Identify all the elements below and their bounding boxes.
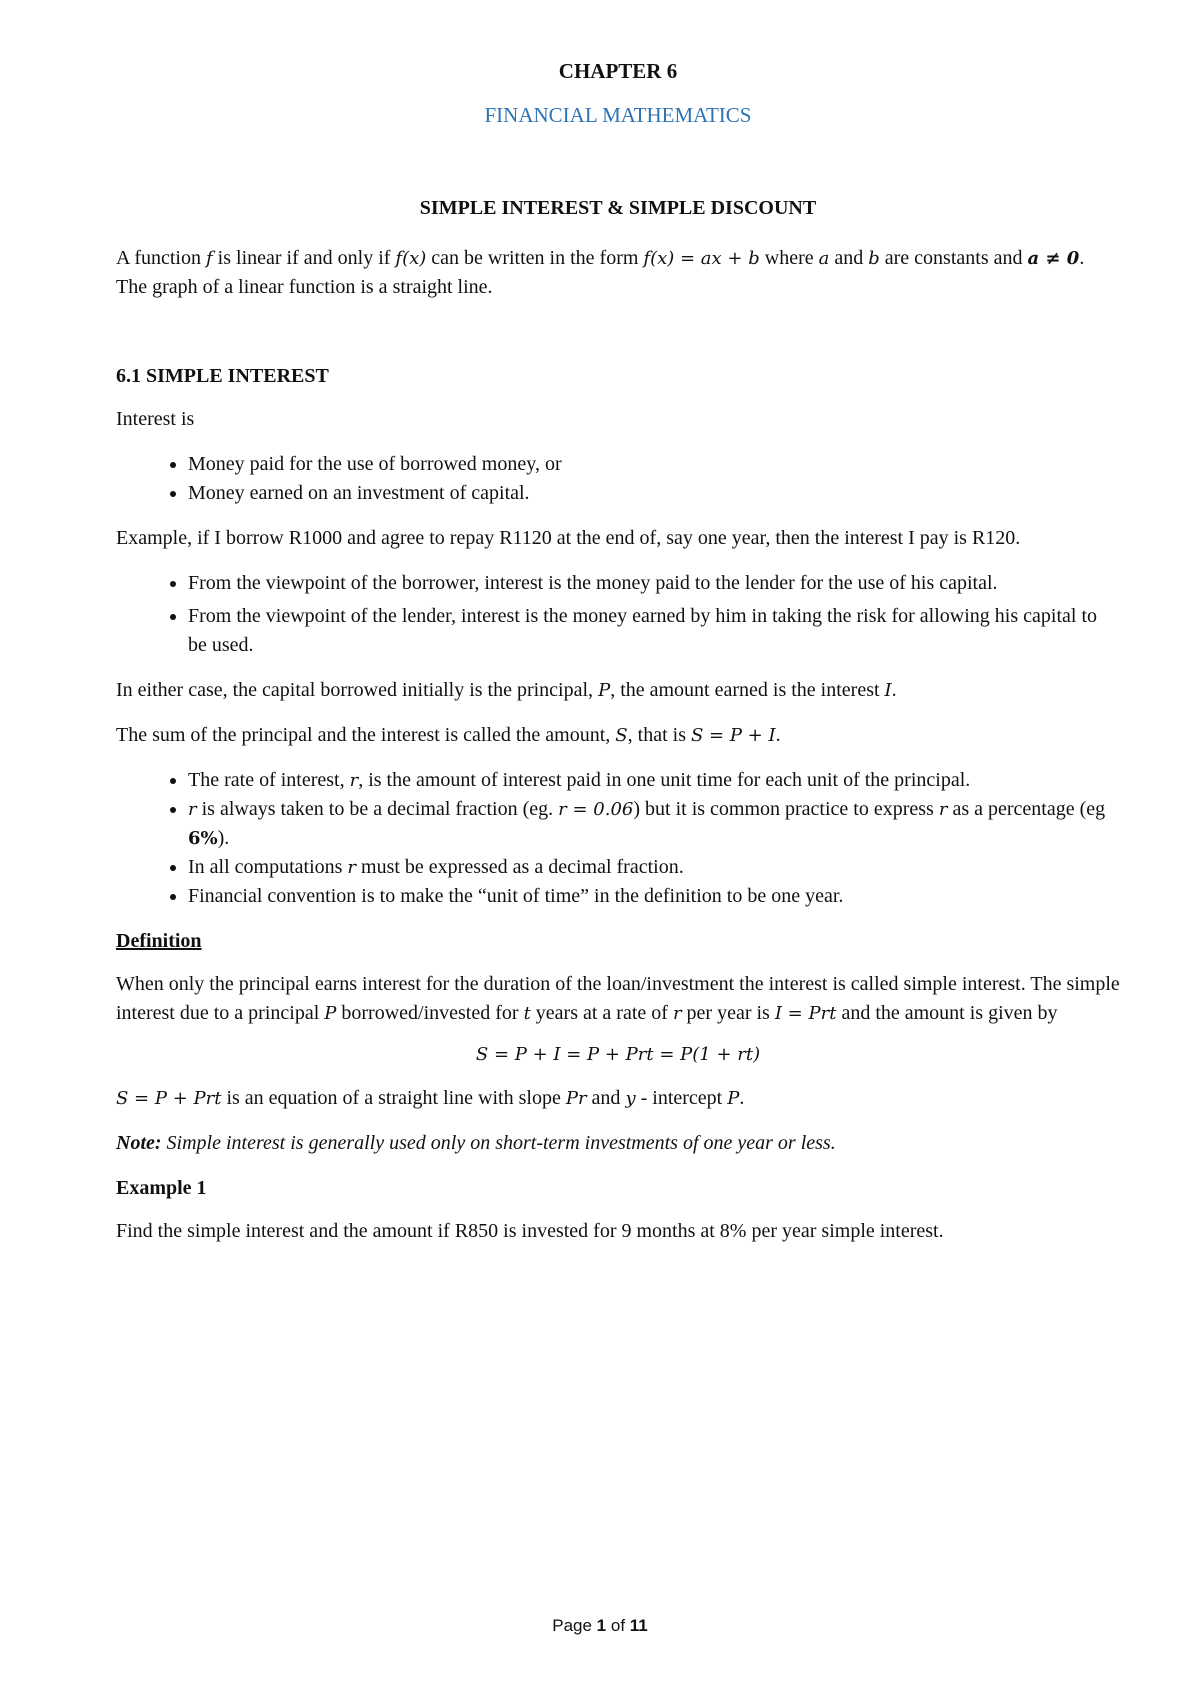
viewpoint-bullet-list <box>116 569 1120 660</box>
text: - intercept <box>635 1087 728 1110</box>
page-footer <box>0 1614 1200 1639</box>
math-S: S <box>615 725 628 746</box>
text: . <box>739 1087 745 1110</box>
math-r: r <box>938 799 948 820</box>
text: borrowed/invested for <box>336 1002 524 1024</box>
intro-text: are constants and <box>879 247 1028 269</box>
text: must be expressed as a decimal fraction. <box>356 856 684 878</box>
math-a-neq-0: a ≠ 0 <box>1027 248 1080 269</box>
example-1-heading: Example 1 <box>116 1177 207 1200</box>
math-S-eq: S = P + I <box>690 725 776 746</box>
text: , the amount earned is the interest <box>610 679 885 701</box>
math-intercept: P <box>727 1088 740 1110</box>
text: , that is <box>627 724 691 746</box>
list-item <box>188 795 1120 853</box>
list-item: • Financial convention is to make the “unit of time” in the definition to be one year. <box>188 882 1120 911</box>
list-item: • Money earned on an investment of capital. <box>188 479 1120 508</box>
intro-paragraph <box>116 244 1120 302</box>
text: , is the amount of interest paid in one unit time for each unit of the principal. <box>358 769 971 791</box>
text: years at a rate of <box>530 1002 673 1024</box>
math-fx: f(x) <box>395 248 427 269</box>
chapter-title: CHAPTER 6 <box>558 59 678 83</box>
sum-paragraph <box>116 721 1120 750</box>
math-r: r <box>672 1003 682 1024</box>
text: per year is <box>681 1002 775 1024</box>
either-case-paragraph <box>116 676 1120 705</box>
list-item: • From the viewpoint of the borrower, interest is the money paid to the lender for the use of his capital. <box>188 569 1120 598</box>
math-r: r <box>188 799 197 820</box>
section-title: SIMPLE INTEREST & SIMPLE DISCOUNT <box>419 197 817 219</box>
rate-bullet-list <box>116 766 1120 911</box>
math-r-eq: r = 0.06 <box>558 799 634 820</box>
math-pct: 6% <box>188 828 218 849</box>
math-P: P <box>324 1003 337 1024</box>
body-flow <box>116 244 1120 1262</box>
math-a: a <box>818 248 830 269</box>
math-t: t <box>523 1003 531 1024</box>
math-slope: Pr <box>565 1088 587 1110</box>
text: and the amount is given by <box>836 1002 1058 1024</box>
intro-text: A function <box>116 247 206 269</box>
math-r: r <box>347 857 357 878</box>
note-paragraph <box>116 1129 1120 1158</box>
list-item: • From the viewpoint of the lender, interest is the money earned by him in taking the risk for allowing his capital to be used. <box>188 602 1120 660</box>
interest-bullet-list <box>116 450 1120 508</box>
text: ) but it is common practice to express <box>633 798 939 820</box>
straight-line-paragraph <box>116 1084 1120 1113</box>
math-line-eq: S = P + Prt <box>116 1088 222 1110</box>
note-text: Simple interest is generally used only on short-term investments of one year or less. <box>161 1132 836 1155</box>
text: and <box>586 1087 626 1110</box>
list-item <box>188 766 1120 795</box>
definition-paragraph <box>116 970 1120 1028</box>
footer-text: Page <box>552 1616 597 1635</box>
text: as a percentage (eg <box>947 798 1106 820</box>
text: The rate of interest, <box>188 769 350 791</box>
text: In all computations <box>188 856 348 878</box>
math-y: y <box>625 1088 636 1110</box>
math-r: r <box>349 770 359 791</box>
math-I: I <box>884 680 892 701</box>
text: When only the principal earns interest for the duration of the loan/investment the interest is called simple interest. The simple interest due to a principal <box>116 973 1120 1024</box>
list-item: • Money paid for the use of borrowed money, or <box>188 450 1120 479</box>
intro-text: is linear if and only if <box>212 247 396 269</box>
example-1-text: Find the simple interest and the amount if R850 is invested for 9 months at 8% per year simple interest. <box>116 1220 944 1243</box>
text: ). <box>217 827 230 849</box>
intro-text: can be written in the form <box>426 247 644 269</box>
section-61-heading: 6.1 SIMPLE INTEREST <box>116 365 329 387</box>
text: is always taken to be a decimal fraction (eg. <box>196 798 559 820</box>
interest-is-text: Interest is <box>116 408 195 430</box>
chapter-subtitle: FINANCIAL MATHEMATICS <box>484 103 752 127</box>
intro-text: where <box>759 247 819 269</box>
text: In either case, the capital borrowed initially is the principal, <box>116 679 599 701</box>
math-f: f <box>206 248 213 269</box>
intro-text: . The graph of a linear function is a straight line. <box>116 247 1085 298</box>
simple-interest-equation: S = P + I = P + Prt = P(1 + rt) <box>475 1044 761 1065</box>
definition-heading: Definition <box>116 930 202 952</box>
footer-text: of <box>606 1616 630 1635</box>
math-I-eq: I = Prt <box>774 1003 837 1024</box>
text: The sum of the principal and the interest is called the amount, <box>116 724 616 746</box>
page-total: 11 <box>629 1616 648 1635</box>
text: is an equation of a straight line with slope <box>221 1087 566 1110</box>
intro-text: and <box>829 247 869 269</box>
page-number: 1 <box>596 1616 607 1635</box>
text: . <box>891 679 897 701</box>
math-linear-form: f(x) = ax + b <box>643 248 760 269</box>
note-label: Note: <box>116 1132 162 1155</box>
text: . <box>775 724 781 746</box>
math-P: P <box>598 680 611 701</box>
example-paragraph: Example, if I borrow R1000 and agree to repay R1120 at the end of, say one year, then the interest I pay is R120. <box>116 527 1021 549</box>
list-item <box>188 853 1120 882</box>
math-b: b <box>868 248 880 269</box>
